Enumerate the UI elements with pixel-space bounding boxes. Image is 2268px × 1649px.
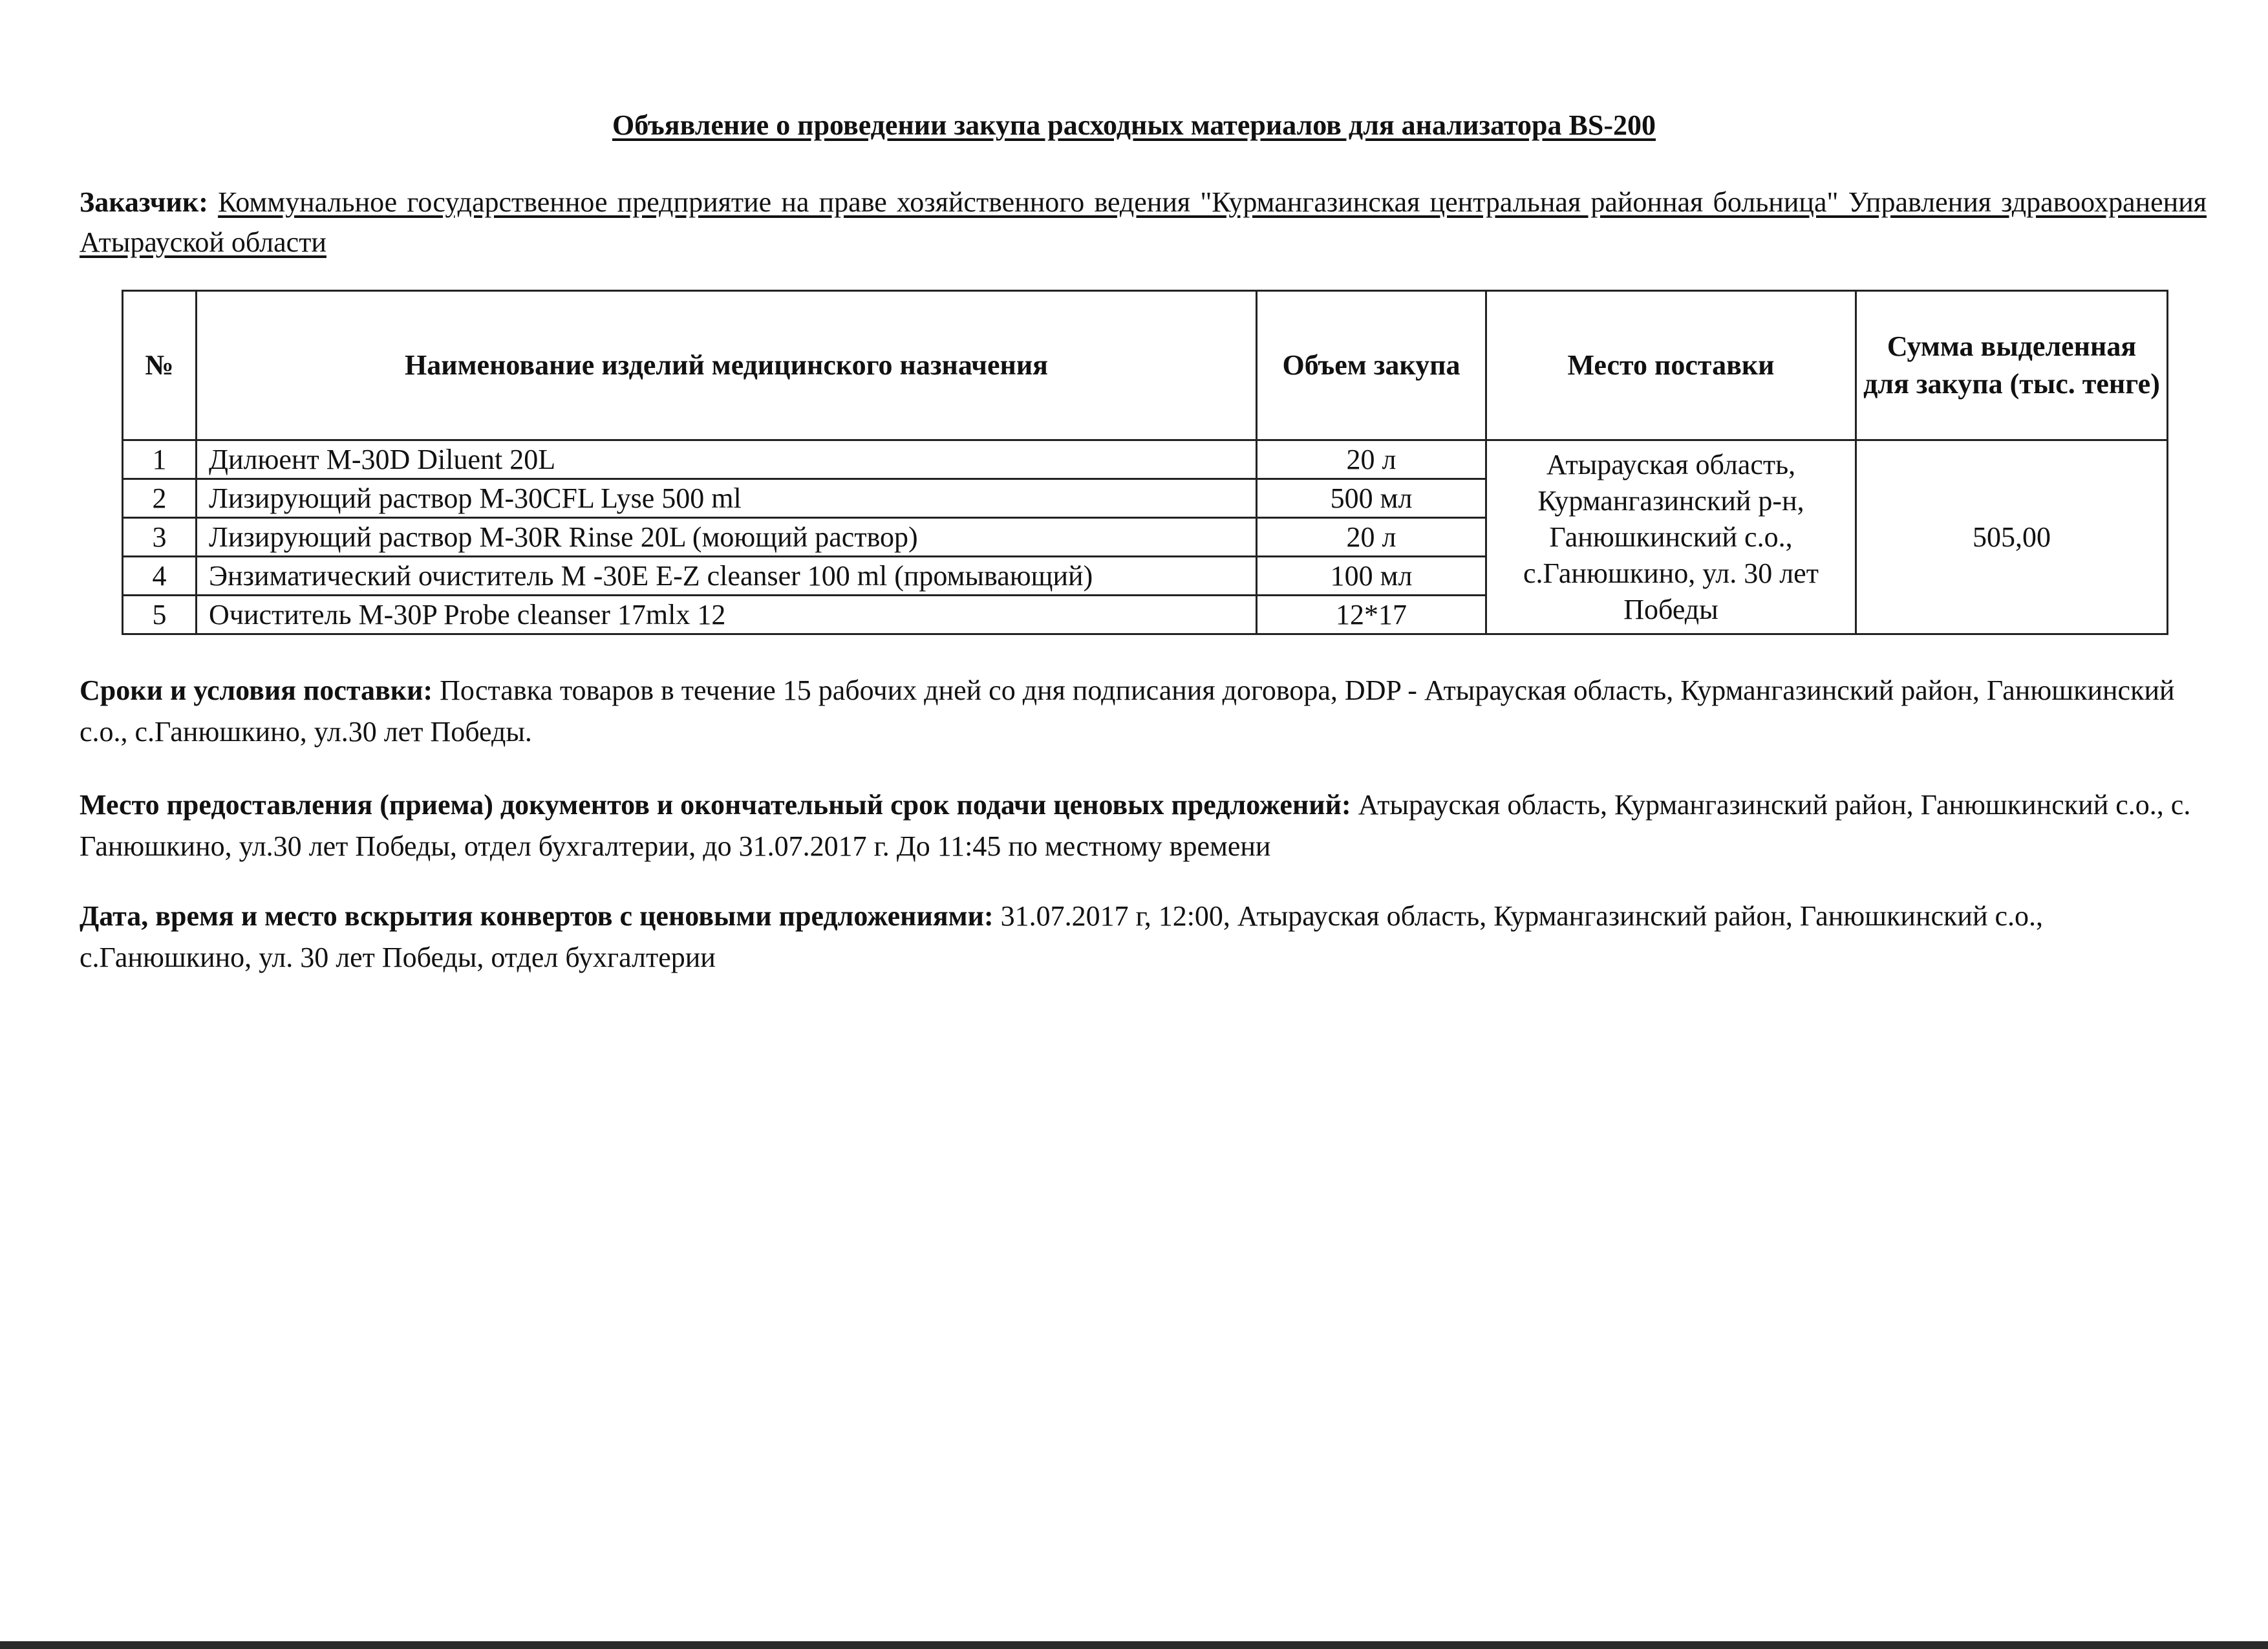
documents-text: Атырауская область, Курмангазинский район, Ганюшкинский с.о., с. Ганюшкино, ул.30 лет Победы, отдел бухгалтерии, до 31.07.2017 г. До 11:45 по местному времени xyxy=(80,789,2191,862)
scan-edge-bar xyxy=(0,1641,2268,1649)
header-num: № xyxy=(123,291,197,440)
row-volume: 12*17 xyxy=(1257,596,1486,634)
row-name: Лизирующий раствор M-30R Rinse 20L (моющий раствор) xyxy=(197,518,1257,557)
row-num: 2 xyxy=(123,479,197,518)
customer-value: Коммунальное государственное предприятие на праве хозяйственного ведения "Курмангазинская центральная районная больница" Управления здравоохранения Атырауской области xyxy=(80,186,2207,258)
row-name: Очиститель M-30P Probe cleanser 17mlx 12 xyxy=(197,596,1257,634)
document-title: Объявление о проведении закупа расходных материалов для анализатора BS-200 xyxy=(612,109,1656,141)
header-sum: Сумма выделенная для закупа (тыс. тенге) xyxy=(1856,291,2168,440)
header-volume: Объем закупа xyxy=(1257,291,1486,440)
customer-block xyxy=(80,182,2207,263)
row-num: 4 xyxy=(123,557,197,596)
opening-paragraph xyxy=(80,896,2207,978)
table-header-row xyxy=(123,291,2168,440)
items-table xyxy=(122,290,2168,635)
header-place: Место поставки xyxy=(1486,291,1856,440)
delivery-terms-text: Поставка товаров в течение 15 рабочих дней со дня подписания договора, DDP - Атырауская область, Курмангазинский район, Ганюшкинский с.о., с.Ганюшкино, ул.30 лет Победы. xyxy=(80,674,2175,748)
documents-paragraph xyxy=(80,784,2207,867)
documents-label: Место предоставления (приема) документов и окончательный срок подачи ценовых предложений: xyxy=(80,789,1351,821)
opening-label: Дата, время и место вскрытия конвертов с ценовыми предложениями: xyxy=(80,900,994,932)
delivery-terms-label: Сроки и условия поставки: xyxy=(80,674,433,706)
opening-text: 31.07.2017 г, 12:00, Атырауская область, Курмангазинский район, Ганюшкинский с.о., с.Ганюшкино, ул. 30 лет Победы, отдел бухгалтерии xyxy=(80,900,2044,973)
row-num: 3 xyxy=(123,518,197,557)
delivery-place-cell: Атырауская область, Курмангазинский р-н, Ганюшкинский с.о., с.Ганюшкино, ул. 30 лет Победы xyxy=(1486,440,1856,634)
row-volume: 500 мл xyxy=(1257,479,1486,518)
row-name: Дилюент M-30D Diluent 20L xyxy=(197,440,1257,479)
row-volume: 20 л xyxy=(1257,440,1486,479)
row-volume: 100 мл xyxy=(1257,557,1486,596)
row-num: 1 xyxy=(123,440,197,479)
header-name: Наименование изделий медицинского назначения xyxy=(197,291,1257,440)
row-name: Энзиматический очиститель M -30E E-Z cleanser 100 ml (промывающий) xyxy=(197,557,1257,596)
row-volume: 20 л xyxy=(1257,518,1486,557)
customer-label: Заказчик: xyxy=(80,186,208,218)
row-num: 5 xyxy=(123,596,197,634)
table-row xyxy=(123,440,2168,479)
row-name: Лизирующий раствор M-30CFL Lyse 500 ml xyxy=(197,479,1257,518)
allocated-sum-cell: 505,00 xyxy=(1856,440,2168,634)
delivery-terms-paragraph xyxy=(80,670,2207,753)
